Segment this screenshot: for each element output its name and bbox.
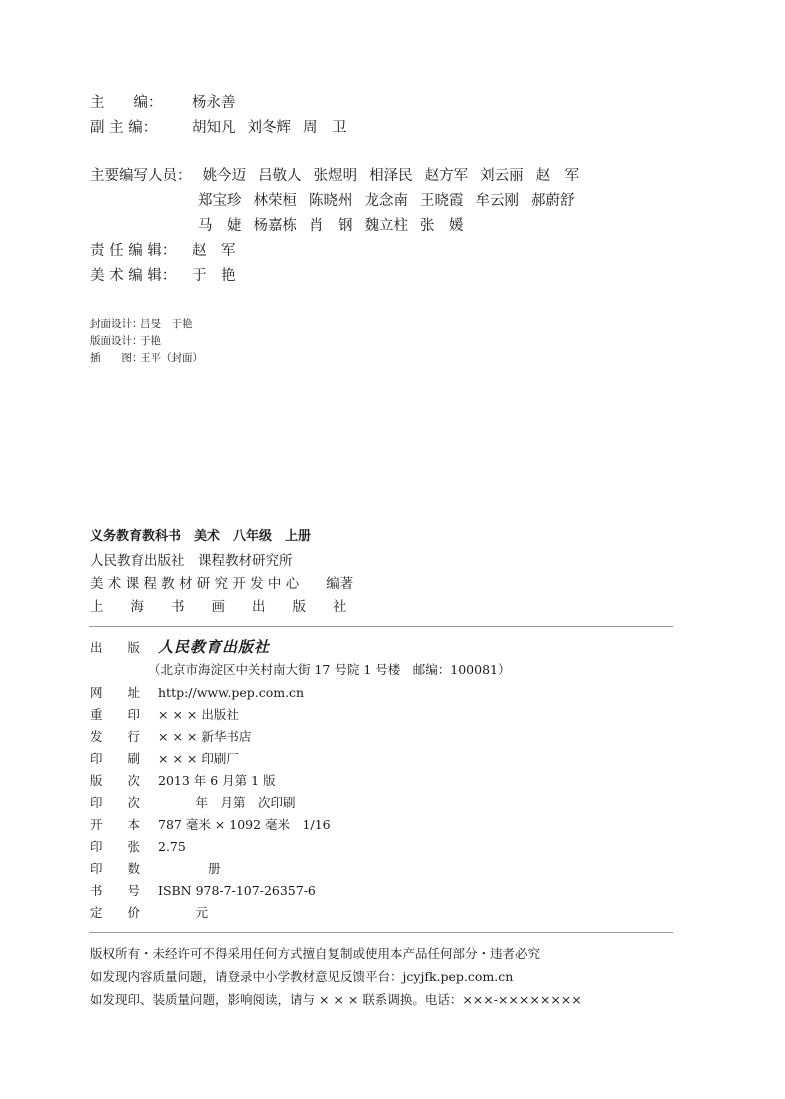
pub-row-label: 印 数 <box>90 861 141 876</box>
pub-row <box>90 750 239 767</box>
pub-row-label: 印 刷 <box>90 751 141 766</box>
pub-row-value: 2013 年 6 月第 1 版 <box>158 773 276 788</box>
divider-bottom <box>89 932 673 933</box>
book-org-1: 人民教育出版社 课程教材研究所 <box>90 553 293 569</box>
cover-design-label: 封面设计： <box>90 318 143 330</box>
illustration-value: 王平（封面） <box>140 352 203 364</box>
deputy-editor-label: 副 主 编： <box>90 120 158 136</box>
pub-row-value: × × × 出版社 <box>158 707 239 722</box>
writers-row-1 <box>90 166 591 186</box>
content-feedback-notice: 如发现内容质量问题，请登录中小学教材意见反馈平台：jcyjfk.pep.com.cn <box>90 969 514 984</box>
writer-name: 马 婕 <box>198 218 242 234</box>
pub-row-value: ISBN 978-7-107-26357-6 <box>158 883 316 898</box>
illustration-label: 插 图： <box>90 352 143 364</box>
pub-row-label: 开 本 <box>90 817 141 832</box>
writer-name: 张煜明 <box>313 168 358 184</box>
writer-name: 杨嘉栋 <box>253 218 297 234</box>
pub-row <box>90 882 316 899</box>
pub-row-label: 印 张 <box>90 839 141 854</box>
writer-name: 赵 军 <box>535 168 580 184</box>
publisher-label: 出 版 <box>90 640 141 655</box>
layout-design-line <box>90 334 161 348</box>
pub-row-label: 定 价 <box>90 905 141 920</box>
deputy-editor-line <box>90 118 359 138</box>
book-org-2: 美 术 课 程 教 材 研 究 开 发 中 心 编著 <box>90 576 354 592</box>
writer-name: 张 媛 <box>420 218 464 234</box>
pub-row-value: 元 <box>158 905 209 920</box>
pub-row-value: 787 毫米 × 1092 毫米 1/16 <box>158 817 331 832</box>
publisher-address: （北京市海淀区中关村南大街 17 号院 1 号楼 邮编：100081） <box>148 662 511 677</box>
book-org-3: 上 海 书 画 出 版 社 <box>90 599 347 615</box>
writer-name: 郑宝珍 <box>198 193 242 209</box>
pub-row <box>90 794 296 811</box>
writer-name: 陈晓州 <box>309 193 353 209</box>
pub-row-label: 发 行 <box>90 729 141 744</box>
pub-row <box>90 706 239 723</box>
pub-row-value: × × × 印刷厂 <box>158 751 239 766</box>
pub-row-value: 年 月第 次印刷 <box>158 795 296 810</box>
pub-row-value: 2.75 <box>158 839 186 854</box>
art-editor-line <box>90 266 248 286</box>
pub-row <box>90 728 251 745</box>
copyright-notice: 版权所有・未经许可不得采用任何方式擅自复制或使用本产品任何部分・违者必究 <box>90 946 541 961</box>
responsible-editor-label: 责 任 编 辑： <box>90 243 177 259</box>
writer-name: 林荣桓 <box>253 193 297 209</box>
writers-row-2 <box>198 191 587 211</box>
cover-design-value: 吕旻 于艳 <box>140 318 193 330</box>
writer-name: 相泽民 <box>369 168 413 184</box>
pub-row-value: http://www.pep.com.cn <box>158 685 305 700</box>
writer-name: 赵方军 <box>424 168 469 184</box>
writer-name: 郝蔚舒 <box>531 193 575 209</box>
writer-name: 肖 钢 <box>309 218 353 234</box>
pub-row-label: 重 印 <box>90 707 141 722</box>
writers-label: 主要编写人员： <box>90 168 192 184</box>
writer-name: 龙念南 <box>364 193 408 209</box>
writer-name: 牟云刚 <box>475 193 519 209</box>
pub-row-value: × × × 新华书店 <box>158 729 252 744</box>
pub-row <box>90 904 208 921</box>
pub-row <box>90 860 221 877</box>
art-editor-label: 美 术 编 辑： <box>90 268 177 284</box>
writer-name: 姚今迈 <box>202 168 247 184</box>
writer-name: 刘云丽 <box>480 168 524 184</box>
pub-row-label: 网 址 <box>90 685 141 700</box>
writers-row-3 <box>198 216 476 236</box>
chief-editor-name: 杨永善 <box>192 95 236 111</box>
writer-name: 王晓霞 <box>420 193 464 209</box>
illustration-line <box>90 351 203 365</box>
book-title: 义务教育教科书 美术 八年级 上册 <box>90 529 312 544</box>
pub-row <box>90 684 304 701</box>
pub-row <box>90 816 331 833</box>
publisher-line <box>90 639 270 656</box>
pub-row <box>90 772 276 789</box>
pub-row-label: 版 次 <box>90 773 141 788</box>
responsible-editor-name: 赵 军 <box>192 243 236 259</box>
writer-name: 吕敬人 <box>258 168 302 184</box>
divider-top <box>89 626 673 627</box>
pub-row-label: 印 次 <box>90 795 141 810</box>
chief-editor-line <box>90 93 248 113</box>
deputy-editor-name: 胡知凡 <box>192 120 236 136</box>
pub-row-value: 册 <box>158 861 221 876</box>
cover-design-line <box>90 317 193 331</box>
layout-design-value: 于艳 <box>140 335 161 347</box>
deputy-editor-name: 周 卫 <box>303 120 347 136</box>
publisher-logo: 人民教育出版社 <box>158 638 271 656</box>
responsible-editor-line <box>90 241 248 261</box>
layout-design-label: 版面设计： <box>90 335 143 347</box>
art-editor-name: 于 艳 <box>192 268 236 284</box>
chief-editor-label: 主 编： <box>90 95 163 111</box>
deputy-editor-name: 刘冬辉 <box>247 120 291 136</box>
pub-row <box>90 838 186 855</box>
print-quality-notice: 如发现印、装质量问题，影响阅读，请与 × × × 联系调换。电话：×××-×××××××× <box>90 992 582 1007</box>
writer-name: 魏立柱 <box>364 218 408 234</box>
pub-row-label: 书 号 <box>90 883 141 898</box>
